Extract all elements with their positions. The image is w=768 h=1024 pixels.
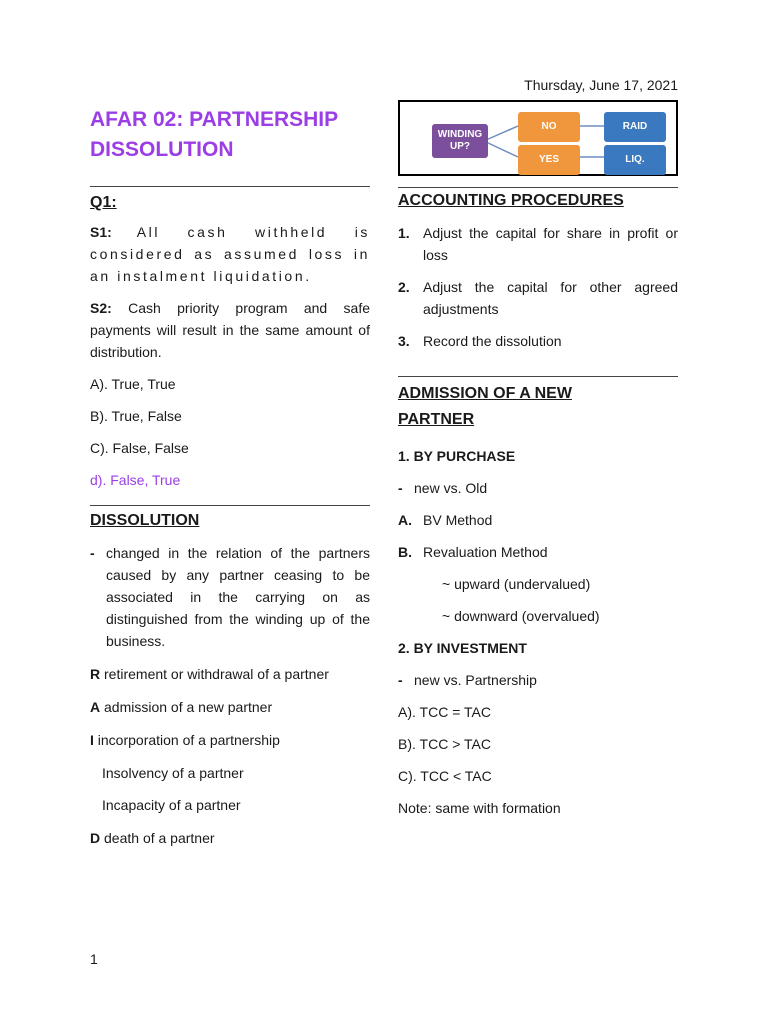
page-number: 1 [90, 951, 98, 967]
method-a: A. BV Method [398, 512, 493, 528]
bullet-dash: - [90, 545, 95, 561]
title-line-2: DISSOLUTION [90, 138, 234, 161]
list-item: 1. Adjust the capital for share in profit or loss [398, 225, 678, 263]
list-item: 2. Adjust the capital for other agreed adjustments [398, 279, 678, 317]
right-column [398, 100, 678, 819]
formation-note: Note: same with formation [398, 800, 561, 816]
raid-box: RAID [604, 112, 666, 142]
dissolution-heading: DISSOLUTION [90, 512, 200, 529]
accounting-heading: ACCOUNTING PROCEDURES [398, 192, 624, 209]
statement-2-label: S2: [90, 300, 112, 316]
dissolution-definition [90, 542, 370, 652]
q1-heading: Q1: [90, 194, 117, 211]
case-b: B). TCC > TAC [398, 736, 491, 752]
list-item: Incapacity of a partner [102, 797, 241, 813]
definition-text: changed in the relation of the partners caused by any partner ceasing to be associated in the carrying on as distinguished from the winding up of the business. [106, 545, 370, 649]
admission-heading-line-2: PARTNER [398, 411, 475, 428]
admission-heading [398, 381, 678, 433]
statement-1-label: S1: [90, 224, 112, 240]
option-c: C). False, False [90, 440, 189, 456]
by-purchase-heading: 1. BY PURCHASE [398, 448, 516, 464]
divider [398, 376, 678, 377]
divider [90, 186, 370, 187]
investment-note: - new vs. Partnership [398, 672, 537, 688]
answer-option: d). False, True [90, 472, 181, 488]
connector-no [486, 126, 518, 140]
case-a: A). TCC = TAC [398, 704, 491, 720]
statement-1-text: All cash withheld is considered as assumed loss in an instalment liquidation. [90, 224, 371, 284]
by-investment-heading: 2. BY INVESTMENT [398, 640, 527, 656]
list-item: Insolvency of a partner [102, 765, 244, 781]
left-column [90, 105, 370, 849]
statement-2-text: Cash priority program and safe payments will result in the same amount of distribution. [90, 300, 370, 360]
rapid-list [90, 663, 370, 849]
accounting-steps [398, 222, 678, 352]
title-line-1: AFAR 02: PARTNERSHIP [90, 108, 339, 131]
revaluation-upward: ~ upward (undervalued) [442, 576, 591, 592]
list-item: R retirement or withdrawal of a partner [90, 666, 329, 682]
list-item: D death of a partner [90, 830, 215, 846]
list-item: A admission of a new partner [90, 699, 273, 715]
divider [398, 187, 678, 188]
connector-yes [486, 142, 518, 157]
page-date: Thursday, June 17, 2021 [524, 77, 678, 93]
list-item: I incorporation of a partnership [90, 732, 280, 748]
admission-heading-line-1: ADMISSION OF A NEW [398, 385, 572, 402]
option-b: B). True, False [90, 408, 182, 424]
statement-2 [90, 297, 370, 363]
divider [90, 505, 370, 506]
document-title [90, 105, 370, 165]
no-box: NO [518, 112, 580, 142]
yes-box: YES [518, 145, 580, 175]
winding-up-box: WINDING UP? [432, 124, 488, 158]
statement-1 [90, 221, 370, 287]
liq-box: LIQ. [604, 145, 666, 175]
option-a: A). True, True [90, 376, 176, 392]
list-item: 3. Record the dissolution [398, 333, 562, 349]
purchase-note: - new vs. Old [398, 480, 488, 496]
winding-up-diagram [398, 100, 678, 176]
revaluation-downward: ~ downward (overvalued) [442, 608, 600, 624]
method-b: B. Revaluation Method [398, 544, 548, 560]
case-c: C). TCC < TAC [398, 768, 492, 784]
